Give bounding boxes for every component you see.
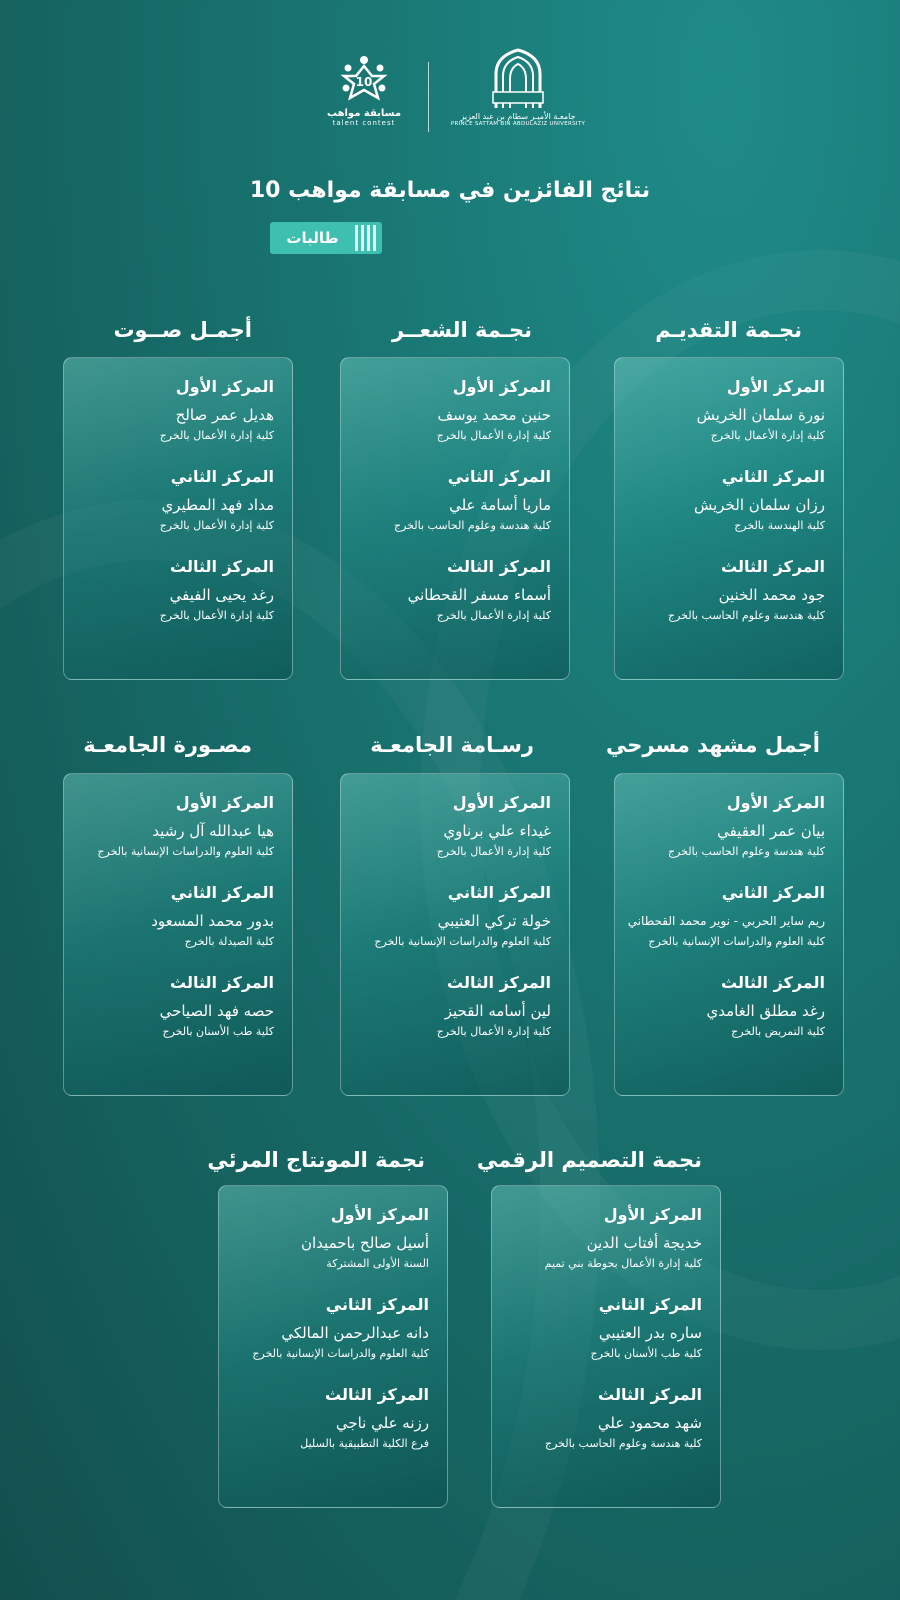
winner-college: كلية إدارة الأعمال بحوطة بني تميم [544, 1257, 702, 1270]
winner-card [491, 1185, 721, 1508]
place-label: المركز الثاني [598, 1295, 702, 1314]
winner-name: خديجة أفتاب الدين [586, 1234, 702, 1252]
header [0, 40, 900, 140]
place-first [623, 376, 825, 444]
winner-college: كلية طب الأسنان بالخرج [162, 1025, 274, 1038]
winner-name: دانه عبدالرحمن المالكي [281, 1324, 429, 1342]
place-label: المركز الأول [452, 793, 551, 812]
winner-name: نورة سلمان الخريش [696, 406, 825, 424]
place-label: المركز الثاني [721, 883, 825, 902]
winner-card [340, 773, 570, 1096]
winner-college: كلية إدارة الأعمال بالخرج [710, 429, 825, 442]
badge-label: طالبات [286, 229, 339, 247]
winner-name: ريم ساير الحربي - نوير محمد القحطاني [627, 914, 825, 928]
place-second [500, 1294, 702, 1362]
place-first [623, 792, 825, 860]
winner-name: جود محمد الخنين [718, 586, 825, 604]
place-third [349, 972, 551, 1040]
winner-college: كلية إدارة الأعمال بالخرج [436, 429, 551, 442]
winner-college: كلية إدارة الأعمال بالخرج [436, 1025, 551, 1038]
place-label: المركز الثالث [170, 973, 274, 992]
category-title: نجـمة التقديـم [655, 318, 802, 342]
place-first [349, 792, 551, 860]
winner-college: كلية إدارة الأعمال بالخرج [159, 519, 274, 532]
category-title: مصـورة الجامعـة [83, 733, 252, 757]
place-first [500, 1204, 702, 1272]
winner-name: رغد مطلق الغامدي [706, 1002, 825, 1020]
winner-card [340, 357, 570, 680]
winner-college: كلية الهندسة بالخرج [734, 519, 825, 532]
winner-name: بدور محمد المسعود [151, 912, 274, 930]
place-second [623, 882, 825, 950]
place-label: المركز الثاني [447, 467, 551, 486]
winner-name: ماريا أسامة علي [449, 496, 551, 514]
winner-name: رزنه علي ناجي [335, 1414, 429, 1432]
place-second [72, 466, 274, 534]
place-first [227, 1204, 429, 1272]
place-label: المركز الثاني [721, 467, 825, 486]
winner-name: لين أسامه القحيز [444, 1002, 551, 1020]
winner-name: حنين محمد يوسف [437, 406, 551, 424]
winner-card [218, 1185, 448, 1508]
talent-name-en: talent contest [332, 119, 396, 127]
winner-card [63, 773, 293, 1096]
winner-college: كلية هندسة وعلوم الحاسب بالخرج [393, 519, 551, 532]
place-first [72, 792, 274, 860]
place-label: المركز الثاني [170, 883, 274, 902]
university-name-en: PRINCE SATTAM BIN ABDULAZIZ UNIVERSITY [450, 121, 586, 127]
place-third [227, 1384, 429, 1452]
place-label: المركز الأول [726, 793, 825, 812]
winner-name: هيا عبدالله آل رشيد [152, 822, 274, 840]
winner-college: فرع الكلية التطبيقية بالسليل [300, 1437, 429, 1450]
category-title: نجمة المونتاج المرئي [207, 1148, 425, 1172]
winner-college: كلية هندسة وعلوم الحاسب بالخرج [667, 845, 825, 858]
place-second [72, 882, 274, 950]
category-title: أجمل مشهد مسرحي [606, 733, 820, 757]
winner-card [614, 773, 844, 1096]
winner-college: كلية العلوم والدراسات الإنسانية بالخرج [97, 845, 274, 858]
place-third [72, 556, 274, 624]
talent-name-ar: مسابقة مواهب [326, 108, 402, 119]
place-second [227, 1294, 429, 1362]
winner-college: كلية هندسة وعلوم الحاسب بالخرج [667, 609, 825, 622]
place-third [349, 556, 551, 624]
winner-name: رغد يحيى الفيفي [169, 586, 274, 604]
page-title: نتائج الفائزين في مسابقة مواهب 10 [249, 178, 651, 203]
place-label: المركز الثالث [325, 1385, 429, 1404]
winner-college: كلية إدارة الأعمال بالخرج [436, 609, 551, 622]
winner-name: ساره بدر العتيبي [598, 1324, 702, 1342]
place-label: المركز الثالث [447, 557, 551, 576]
winner-name: حصه فهد الصياحي [159, 1002, 274, 1020]
place-label: المركز الثالث [170, 557, 274, 576]
winner-college: كلية التمريض بالخرج [731, 1025, 825, 1038]
winner-name: شهد محمود علي [597, 1414, 702, 1432]
winner-college: كلية طب الأسنان بالخرج [590, 1347, 702, 1360]
place-label: المركز الثالث [598, 1385, 702, 1404]
winner-name: أسيل صالح باحميدان [301, 1234, 429, 1252]
place-first [349, 376, 551, 444]
place-third [623, 556, 825, 624]
place-label: المركز الثاني [325, 1295, 429, 1314]
category-title: أجمـل صــوت [113, 318, 252, 342]
place-label: المركز الأول [175, 377, 274, 396]
place-first [72, 376, 274, 444]
talent-contest-logo [318, 54, 410, 134]
winner-college: كلية إدارة الأعمال بالخرج [159, 429, 274, 442]
place-third [623, 972, 825, 1040]
winner-college: السنة الأولى المشتركة [326, 1257, 429, 1270]
winner-name: بيان عمر العقيفي [717, 822, 825, 840]
winner-college: كلية إدارة الأعمال بالخرج [436, 845, 551, 858]
category-title: نجـمة الشعــر [391, 318, 532, 342]
place-label: المركز الأول [175, 793, 274, 812]
place-second [623, 466, 825, 534]
winner-college: كلية هندسة وعلوم الحاسب بالخرج [544, 1437, 702, 1450]
winner-college: كلية العلوم والدراسات الإنسانية بالخرج [252, 1347, 429, 1360]
winner-college: كلية إدارة الأعمال بالخرج [159, 609, 274, 622]
winner-name: أسماء مسفر القحطاني [407, 586, 551, 604]
category-title: رسـامة الجامعـة [370, 733, 534, 757]
winner-college: كلية العلوم والدراسات الإنسانية بالخرج [648, 935, 825, 948]
place-label: المركز الثالث [721, 973, 825, 992]
place-second [349, 466, 551, 534]
university-logo [450, 48, 586, 138]
winner-name: مداد فهد المطيري [161, 496, 274, 514]
winner-card [63, 357, 293, 680]
winner-college: كلية الصيدلة بالخرج [184, 935, 274, 948]
place-label: المركز الأول [452, 377, 551, 396]
place-third [72, 972, 274, 1040]
talent-number: 10 [355, 75, 373, 89]
university-name-ar: جامعـة الأميـر سطام بن عبد العزيز [460, 112, 576, 121]
winner-card [614, 357, 844, 680]
place-label: المركز الثاني [447, 883, 551, 902]
category-title: نجمة التصميم الرقمي [476, 1148, 702, 1172]
badge-stripes [355, 225, 382, 251]
university-emblem-icon [491, 48, 545, 110]
talent-star-icon [334, 54, 394, 106]
place-label: المركز الثالث [721, 557, 825, 576]
winner-name: غيداء علي برناوي [443, 822, 551, 840]
place-label: المركز الأول [603, 1205, 702, 1224]
place-label: المركز الأول [330, 1205, 429, 1224]
place-second [349, 882, 551, 950]
logo-divider [428, 62, 429, 132]
winner-name: خولة تركي العتيبي [437, 912, 551, 930]
winner-college: كلية العلوم والدراسات الإنسانية بالخرج [374, 935, 551, 948]
place-third [500, 1384, 702, 1452]
place-label: المركز الثالث [447, 973, 551, 992]
place-label: المركز الأول [726, 377, 825, 396]
winner-name: هديل عمر صالح [175, 406, 274, 424]
place-label: المركز الثاني [170, 467, 274, 486]
category-badge [270, 222, 382, 254]
winner-name: رزان سلمان الخريش [694, 496, 825, 514]
